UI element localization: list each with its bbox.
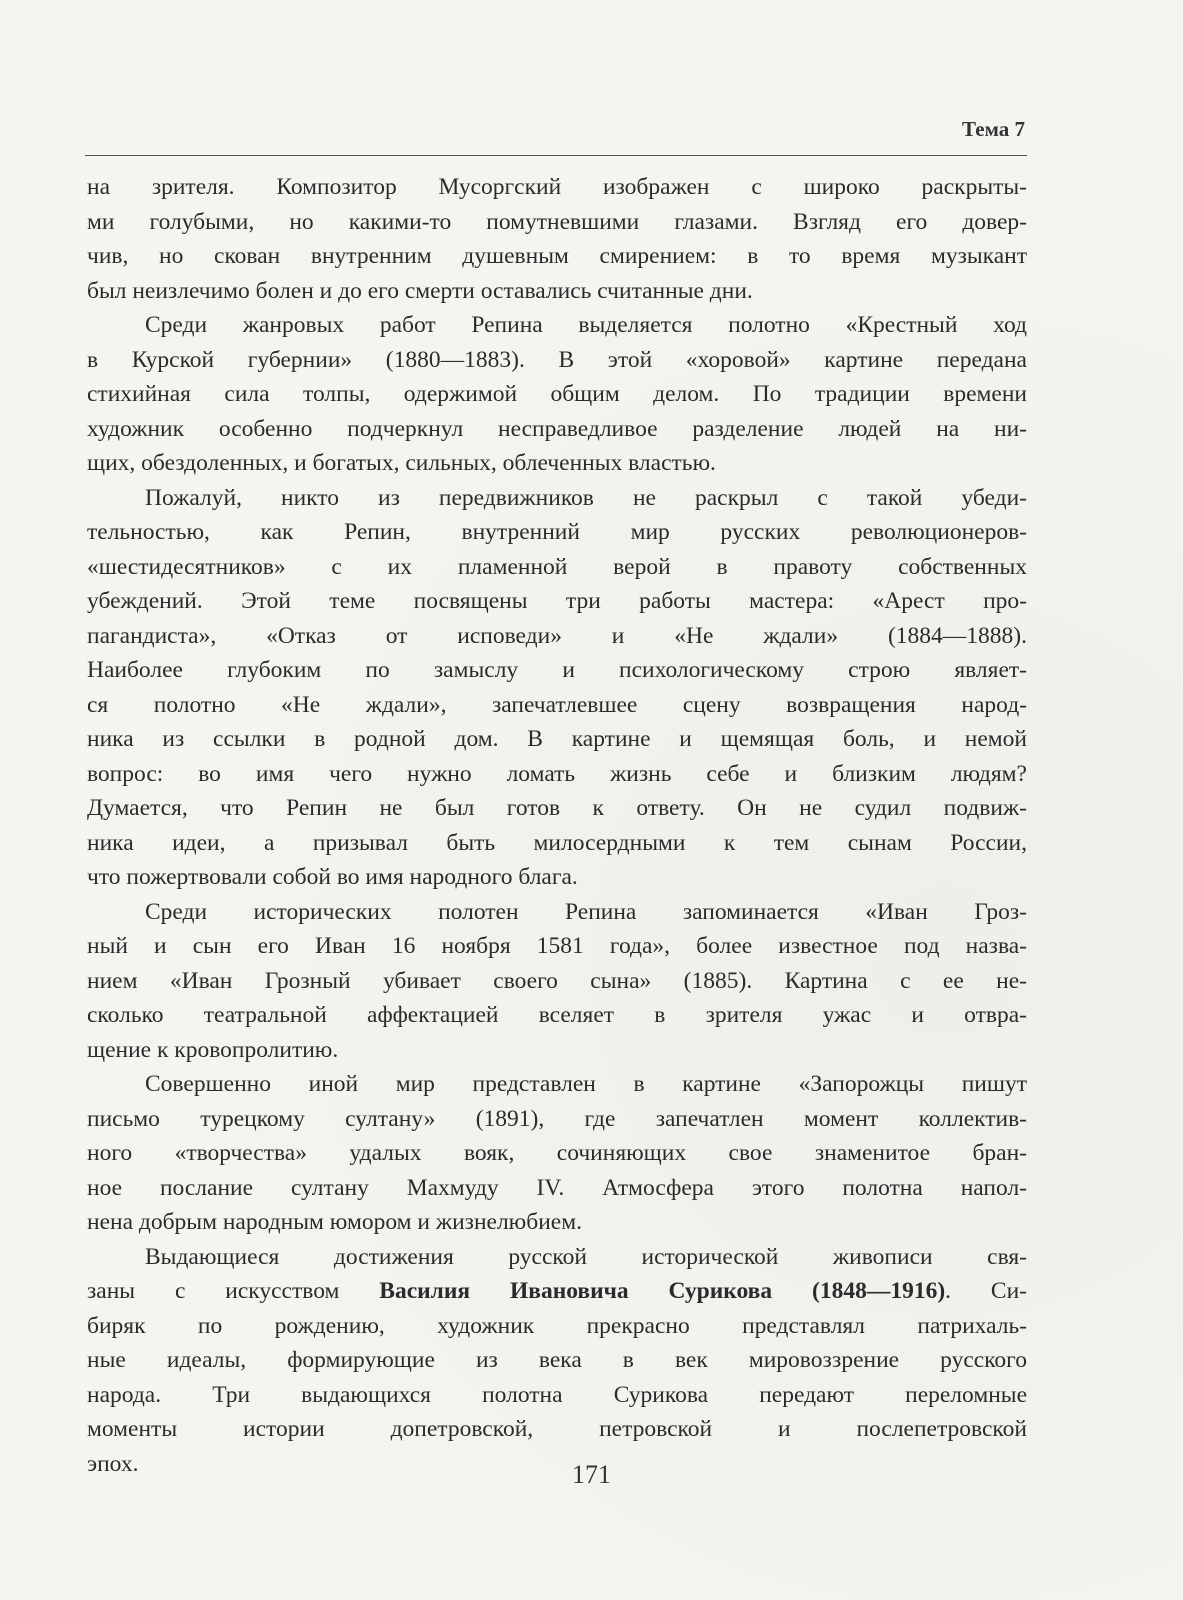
page-number: 171 [572, 1460, 611, 1489]
text-line: ного «творчества» удалых вояк, сочиняющих свое знаменитое бран- [87, 1140, 1027, 1166]
text-line: был неизлечимо болен и до его смерти оставались считанные дни. [87, 277, 753, 304]
text-line: ника из ссылки в родной дом. В картине и щемящая боль, и немой [87, 726, 1027, 752]
paragraph [87, 1240, 1027, 1482]
text-line: биряк по рождению, художник прекрасно представлял патрихаль- [87, 1312, 1027, 1339]
text-line: что пожертвовали собой во имя народного блага. [87, 864, 578, 890]
text-line: Наиболее глубоким по замыслу и психологическому строю являет- [87, 657, 1027, 683]
artist-name: Василия Ивановича Сурикова (1848—1916) [379, 1278, 946, 1304]
text-fragment: заны с искусством [87, 1278, 380, 1304]
text-line: тельностью, как Репин, внутренний мир русских революционеров- [87, 519, 1027, 545]
text-line: Среди исторических полотен Репина запоминается «Иван Гроз- [145, 898, 1027, 925]
text-fragment: . Си- [945, 1278, 1027, 1304]
text-line: сколько театральной аффектацией вселяет в зрителя ужас и отвра- [87, 1002, 1027, 1028]
text-line: Выдающиеся достижения русской исторической живописи свя- [145, 1243, 1027, 1270]
text-line: вопрос: во имя чего нужно ломать жизнь себе и близким людям? [87, 760, 1027, 787]
text-line: ника идеи, а призывал быть милосердными к тем сынам России, [87, 829, 1027, 856]
text-line: ные идеалы, формирующие из века в век мировоззрение русского [87, 1347, 1027, 1373]
text-line: в Курской губернии» (1880—1883). В этой «хоровой» картине передана [87, 346, 1027, 373]
header-rule [85, 155, 1027, 156]
text-line [87, 1274, 1027, 1309]
text-line: моменты истории допетровской, петровской и послепетровской [87, 1416, 1027, 1442]
text-line: ся полотно «Не ждали», запечатлевшее сцену возвращения народ- [87, 691, 1027, 718]
text-line: ми голубыми, но какими-то помутневшими глазами. Взгляд его довер- [87, 208, 1027, 235]
text-line: Среди жанровых работ Репина выделяется полотно «Крестный ход [145, 312, 1027, 338]
text-line: нена добрым народным юмором и жизнелюбием. [87, 1209, 582, 1235]
paragraph [87, 895, 1027, 1068]
paragraph [87, 170, 1027, 308]
text-line: чив, но скован внутренним душевным смирением: в то время музыкант [87, 243, 1027, 269]
text-line: народа. Три выдающихся полотна Сурикова передают переломные [87, 1381, 1027, 1408]
text-line: письмо турецкому султану» (1891), где запечатлен момент коллектив- [87, 1105, 1027, 1132]
text-line: щих, обездоленных, и богатых, сильных, облеченных властью. [87, 450, 716, 476]
text-line: пагандиста», «Отказ от исповеди» и «Не ждали» (1884—1888). [87, 622, 1027, 649]
text-line: ный и сын его Иван 16 ноября 1581 года», более известное под назва- [87, 933, 1027, 959]
text-line: Пожалуй, никто из передвижников не раскрыл с такой убеди- [145, 484, 1027, 511]
text-line: на зрителя. Композитор Мусоргский изображен с широко раскрыты- [87, 174, 1027, 200]
paragraph [87, 308, 1027, 481]
text-line: Думается, что Репин не был готов к ответу. Он не судил подвиж- [87, 795, 1027, 821]
text-line: нием «Иван Грозный убивает своего сына» (1885). Картина с ее не- [87, 967, 1027, 994]
paragraph [87, 481, 1027, 895]
text-line: убеждений. Этой теме посвящены три работы мастера: «Арест про- [87, 588, 1027, 614]
text-line: Совершенно иной мир представлен в картине «Запорожцы пишут [145, 1071, 1027, 1097]
text-line: эпох. [87, 1450, 139, 1477]
text-line: щение к кровопролитию. [87, 1036, 339, 1063]
paragraph [87, 1067, 1027, 1240]
text-line: ное послание султану Махмуду IV. Атмосфера этого полотна напол- [87, 1174, 1027, 1201]
text-line: «шестидесятников» с их пламенной верой в правоту собственных [87, 553, 1027, 580]
text-line: художник особенно подчеркнул несправедливое разделение людей на ни- [87, 415, 1027, 442]
running-head: Тема 7 [962, 117, 1025, 141]
body-text [87, 170, 1027, 1481]
text-line: стихийная сила толпы, одержимой общим делом. По традиции времени [87, 381, 1027, 407]
